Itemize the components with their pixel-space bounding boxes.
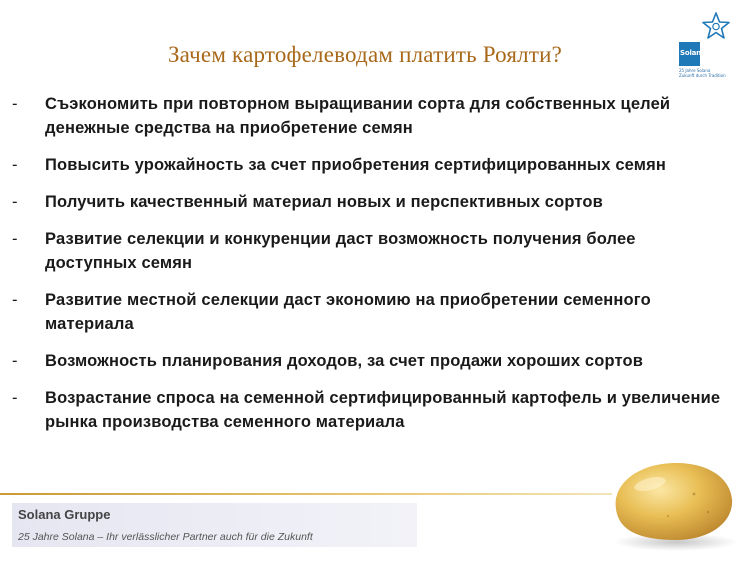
- footer-divider: [0, 493, 612, 495]
- solana-logo: [679, 12, 739, 78]
- footer-company: Solana Gruppe: [18, 507, 111, 522]
- flower-star-icon: [701, 12, 731, 42]
- potato-image: [598, 454, 738, 554]
- slide-title: Зачем картофелеводам платить Роялти?: [167, 42, 563, 67]
- list-item: - Повысить урожайность за счет приобретения сертифицированных семян: [12, 156, 667, 174]
- bullet-list: [12, 92, 732, 447]
- list-item: - Возможность планирования доходов, за счет продажи хороших сортов: [12, 352, 644, 370]
- list-item: - Развитие селекции и конкуренции даст возможность получения более доступных семян: [12, 230, 636, 272]
- list-item: - Получить качественный материал новых и перспективных сортов: [12, 193, 603, 211]
- list-item: - Съэкономить при повторном выращивании сорта для собственных целей денежные средства на приобретение семян: [12, 95, 671, 137]
- footer-tagline: 25 Jahre Solana – Ihr verlässlicher Partner auch für die Zukunft: [18, 531, 313, 543]
- logo-subtitle: 25 Jahre Solana Zukunft durch Tradition: [679, 68, 726, 78]
- list-item: - Развитие местной селекции даст экономию на приобретении семенного материала: [12, 291, 651, 333]
- footer-banner: [12, 503, 417, 547]
- logo-word: Solana: [680, 49, 706, 57]
- list-item: - Возрастание спроса на семенной сертифицированный картофель и увеличение рынка производства семенного материала: [12, 389, 721, 431]
